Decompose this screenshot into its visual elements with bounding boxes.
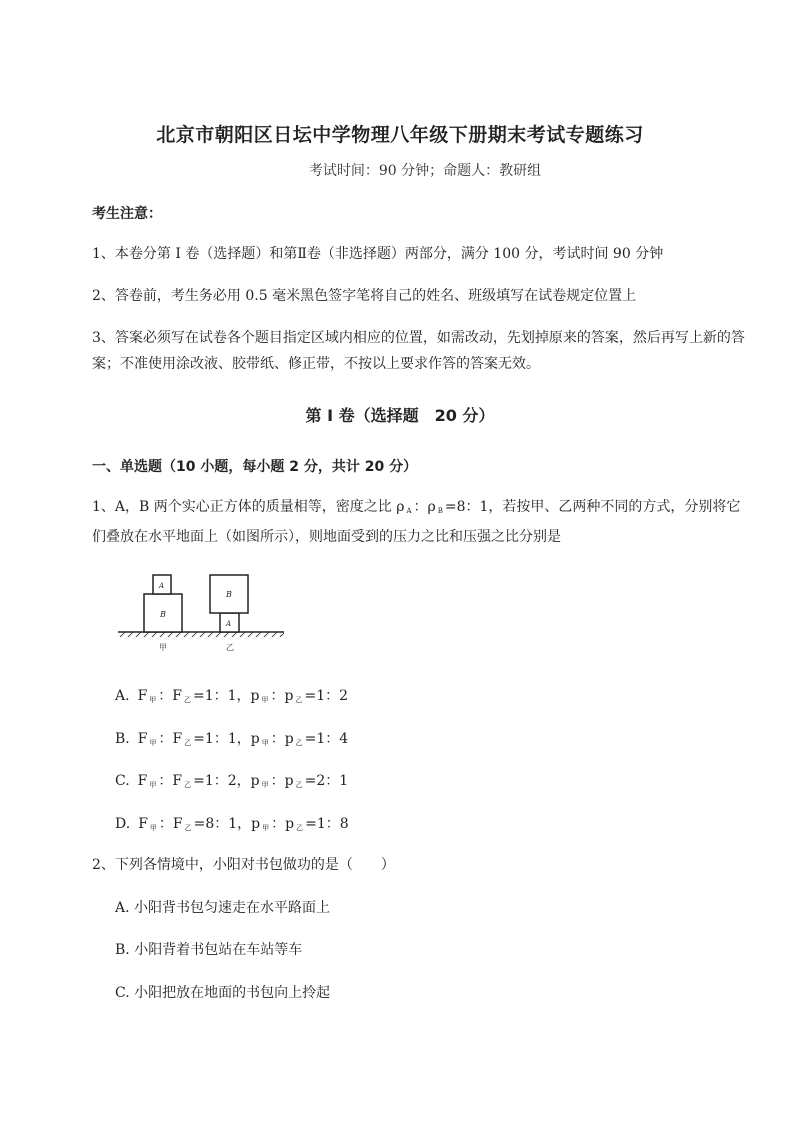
notice-item-2: 2、答卷前，考生务必用 0.5 毫米黑色签字笔将自己的姓名、班级填写在试卷规定位置上 (92, 288, 637, 304)
pressure-ratio: =1：4 (304, 731, 349, 747)
sub-yi: 乙 (184, 696, 191, 704)
sub-jia: 甲 (149, 696, 157, 704)
sub-jia: 甲 (149, 781, 157, 789)
q1-option-b[interactable]: B. F $_甲$ ：F $_乙$ =1：1，p $_甲$ ：p $_乙$ =1：4 (115, 731, 349, 747)
q2-option-c[interactable]: C. 小阳把放在地面的书包向上拎起 (115, 985, 331, 1001)
part-title: 第 I 卷（选择题 20 分） (305, 406, 495, 425)
sub-yi: 乙 (184, 781, 192, 789)
notice-label: 考生注意： (92, 206, 162, 222)
option-letter: D. (115, 816, 131, 832)
option-letter: A. (115, 688, 130, 704)
sub-jia: 甲 (261, 739, 269, 747)
force-ratio: =1：1， (193, 688, 251, 704)
q2-option-b[interactable]: B. 小阳背着书包站在车站等车 (115, 942, 303, 958)
stacked-blocks-figure (116, 568, 286, 658)
notice-item-3: 3、答案必须写在试卷各个题目指定区域内相应的位置，如需改动，先划掉原来的答案，然后再写上新的答案；不准使用涂改液、胶带纸、修正带，不按以上要求作答的答案无效。 (92, 330, 745, 372)
sub-jia: 甲 (261, 781, 269, 789)
notice-item-1: 1、本卷分第 I 卷（选择题）和第Ⅱ卷（非选择题）两部分，满分 100 分，考试时间 90 分钟 (92, 246, 664, 262)
exam-info: 考试时间：90 分钟；命题人：教研组 (308, 163, 542, 179)
sub-jia: 甲 (261, 696, 269, 704)
q1-option-a[interactable]: A. F $_甲$ ：F $_乙$ =1：1，p $_甲$ ：p $_乙$ =1：2 (115, 688, 349, 704)
q1-stem-part-b: ：ρ (413, 499, 436, 515)
question-2-stem: 2、下列各情境中，小阳对书包做功的是（ ） (92, 857, 395, 873)
q1-sub-a: A (406, 507, 412, 515)
force-ratio: =1：1， (193, 731, 251, 747)
sub-yi: 乙 (184, 824, 192, 832)
force-ratio: =1：2， (193, 773, 251, 789)
pressure-ratio: =2：1 (304, 773, 349, 789)
jia-label-a: A (159, 582, 165, 590)
option-letter: B. (115, 731, 130, 747)
page-title: 北京市朝阳区日坛中学物理八年级下册期末考试专题练习 (156, 124, 644, 146)
pressure-ratio: =1：8 (305, 816, 349, 832)
sub-yi: 乙 (296, 824, 304, 832)
jia-label-b: B (160, 610, 166, 619)
q1-stem-part-a: 1、A，B 两个实心正方体的质量相等，密度之比 ρ (92, 499, 405, 515)
q1-stem-part-c: =8：1，若按甲、乙两种不同的方式，分别将它们叠放在水平地面上（如图所示），则地面受到的压力之比和压强之比分别是 (92, 499, 741, 545)
sub-yi: 乙 (295, 781, 303, 789)
sub-yi: 乙 (184, 739, 192, 747)
sub-yi: 乙 (295, 739, 303, 747)
pressure-ratio: =1：2 (304, 688, 349, 704)
yi-label-b: B (226, 590, 232, 599)
force-ratio: =8：1， (193, 816, 252, 832)
sub-yi: 乙 (295, 696, 303, 704)
sub-jia: 甲 (149, 739, 157, 747)
section-heading: 一、单选题（10 小题，每小题 2 分，共计 20 分） (92, 459, 418, 475)
q1-option-c[interactable]: C. F $_甲$ ：F $_乙$ =1：2，p $_甲$ ：p $_乙$ =2：1 (115, 773, 349, 789)
q2-option-a[interactable]: A. 小阳背书包匀速走在水平路面上 (115, 900, 331, 916)
caption-jia: 甲 (159, 643, 167, 652)
q1-sub-b: B (437, 507, 443, 515)
q1-option-d[interactable]: D. F $_甲$ ：F $_乙$ =8：1，p $_甲$ ：p $_乙$ =1：8 (115, 816, 349, 832)
question-1-stem (92, 494, 748, 550)
sub-jia: 甲 (262, 824, 270, 832)
sub-jia: 甲 (149, 824, 157, 832)
option-letter: C. (115, 773, 130, 789)
yi-label-a: A (226, 620, 232, 628)
caption-yi: 乙 (226, 643, 234, 652)
